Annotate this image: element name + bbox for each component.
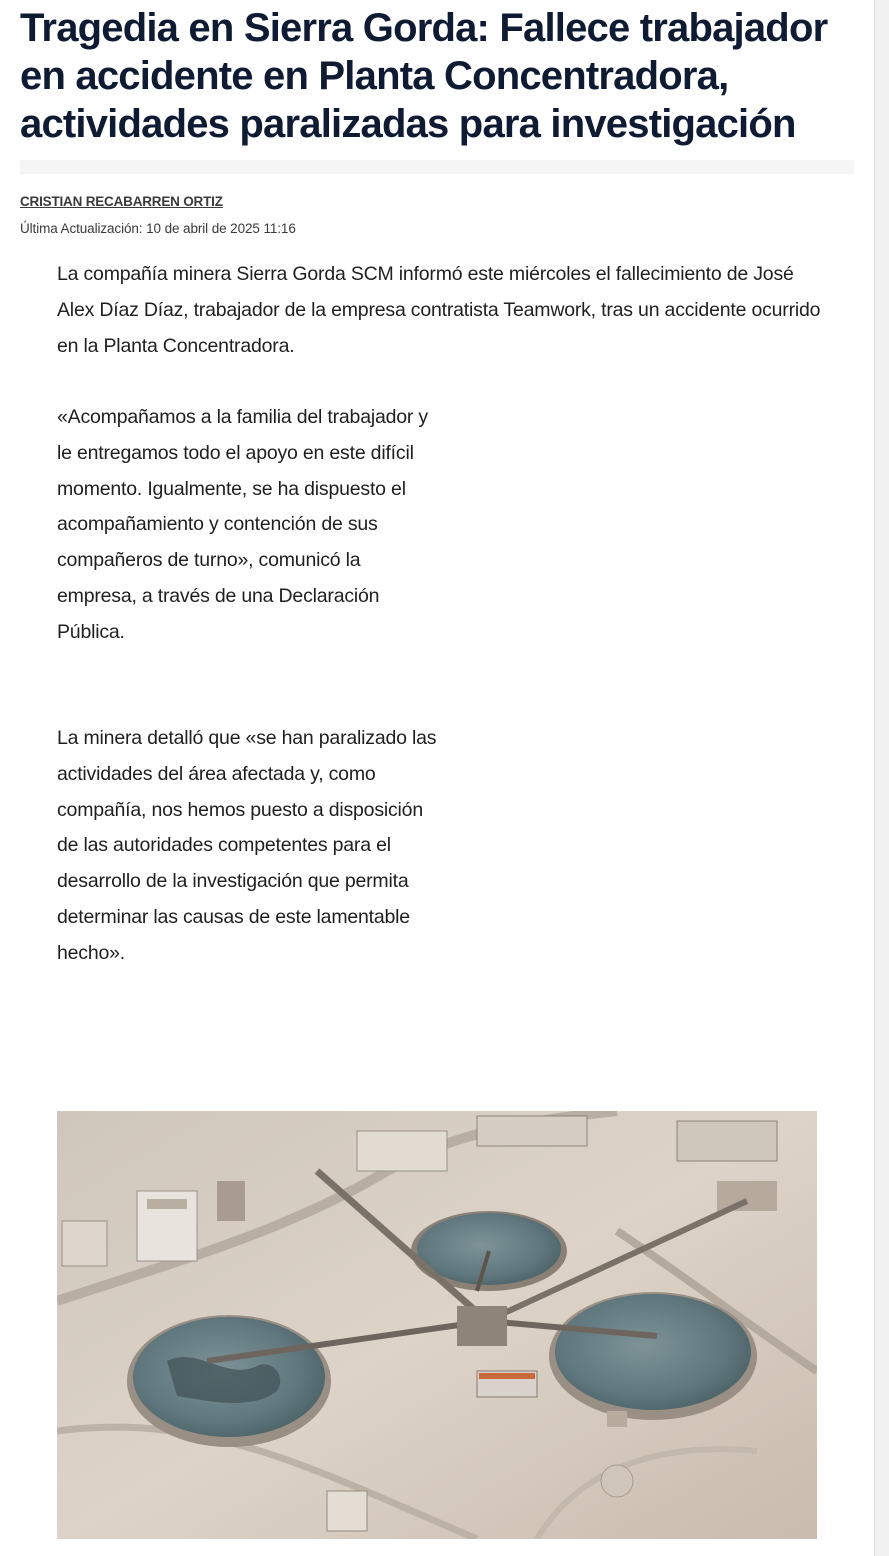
last-updated: Última Actualización: 10 de abril de 2025 11:16 bbox=[20, 221, 296, 236]
title-divider bbox=[20, 160, 854, 174]
article-title: Tragedia en Sierra Gorda: Fallece trabajador en accidente en Planta Concentradora, actividades paralizadas para investigación bbox=[20, 6, 828, 146]
article-paragraph-3: La minera detalló que «se han paralizado las actividades del área afectada y, como compañía, nos hemos puesto a disposición de las autoridades competentes para el desarrollo de la investigación que permita determinar las causas de este lamentable hecho». bbox=[57, 727, 437, 964]
article-photo-aerial-plant bbox=[57, 1111, 817, 1539]
author-link[interactable]: CRISTIAN RECABARREN ORTIZ bbox=[20, 194, 223, 209]
page-scrollbar[interactable] bbox=[874, 0, 889, 1556]
article-paragraph-2: «Acompañamos a la familia del trabajador y le entregamos todo el apoyo en este difícil momento. Igualmente, se ha dispuesto el acompañamiento y contención de sus compañeros de turno», comunicó la empresa, a través de una Declaración Pública. bbox=[57, 406, 428, 643]
article-paragraph-1: La compañía minera Sierra Gorda SCM informó este miércoles el fallecimiento de José Alex Díaz Díaz, trabajador de la empresa contratista Teamwork, tras un accidente ocurrido en la Planta Concentradora. bbox=[57, 263, 821, 357]
